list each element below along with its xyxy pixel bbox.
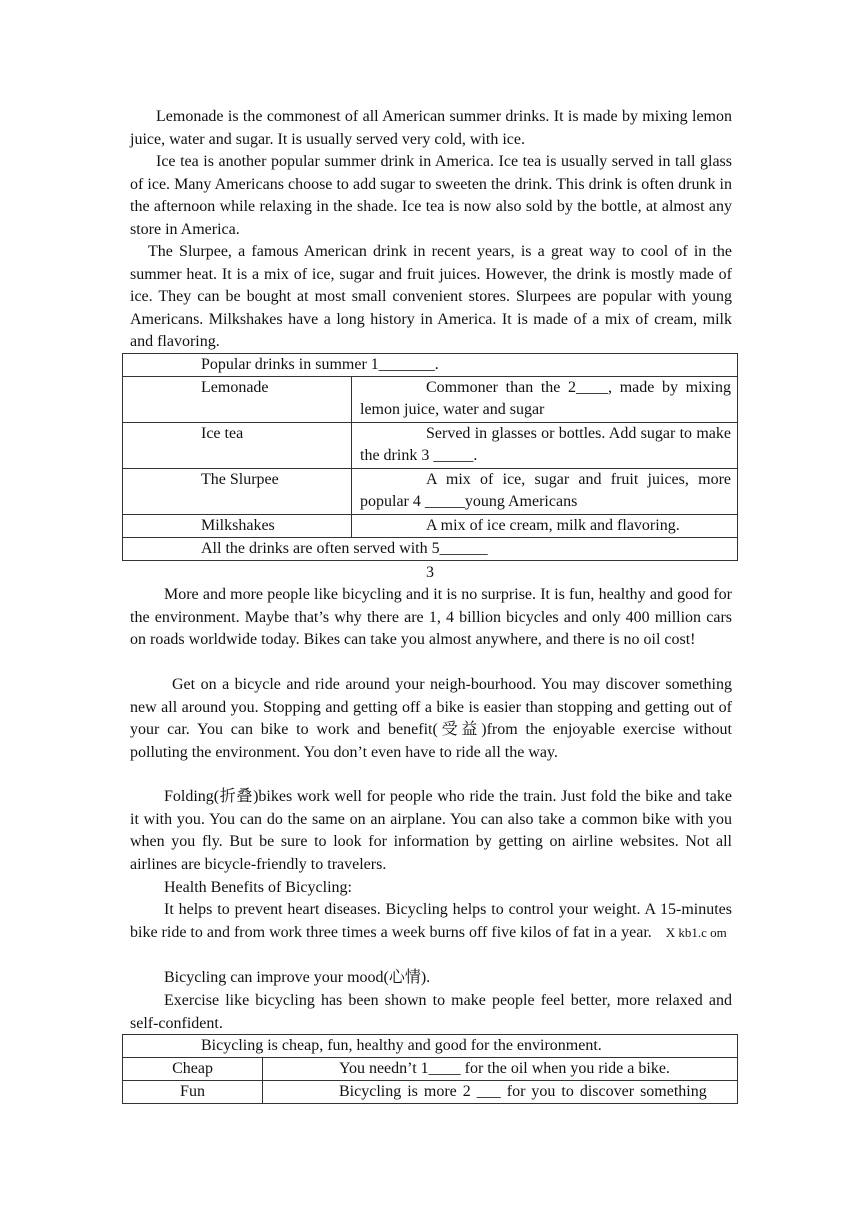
paragraph-lemonade: Lemonade is the commonest of all American summer drinks. It is made by mixing lemon juice, water and sugar. It is usually served very cold, with ice. xyxy=(130,108,732,148)
drink-name-cell: Milkshakes xyxy=(123,515,352,538)
section-number: 3 xyxy=(426,564,434,581)
table-header-cell: Bicycling is cheap, fun, healthy and good for the environment. xyxy=(123,1035,738,1058)
table-row xyxy=(123,469,738,515)
benefit-name-cell: Cheap xyxy=(123,1058,263,1081)
drink-desc-cell: Commoner than the 2____, made by mixing lemon juice, water and sugar xyxy=(352,377,738,423)
table-row xyxy=(123,1035,738,1058)
table-row xyxy=(123,515,738,538)
benefit-name-cell: Fun xyxy=(123,1081,263,1104)
table-row xyxy=(123,423,738,469)
health-heading: Health Benefits of Bicycling: xyxy=(164,879,352,896)
benefit-desc-cell: You needn’t 1____ for the oil when you ride a bike. xyxy=(263,1058,738,1081)
paragraph-bicycling-intro: More and more people like bicycling and it is no surprise. It is fun, healthy and good for the environment. Maybe that’s why there are 1, 4 billion bicycles and only 400 million cars on roads worldwide today. Bikes can take you almost anywhere, and there is no oil cost! xyxy=(130,586,732,648)
table-header-cell: Popular drinks in summer 1_______. xyxy=(123,354,738,377)
table-row xyxy=(123,377,738,423)
benefit-heart: It helps to prevent heart diseases. Bicycling helps to control your weight. A 15-minutes bike ride to and from work three times a week burns off five kilos of fat in a year. X kb1.c om xyxy=(130,901,732,941)
watermark-text: X kb1.c om xyxy=(665,924,727,940)
table-row xyxy=(123,1058,738,1081)
table-row xyxy=(123,354,738,377)
benefit-desc-cell: Bicycling is more 2 ___ for you to discover something xyxy=(263,1081,738,1104)
benefit-mood: Bicycling can improve your mood(心情). xyxy=(164,969,431,986)
table-row xyxy=(123,1081,738,1104)
paragraph-ice-tea: Ice tea is another popular summer drink in America. Ice tea is usually served in tall glass of ice. Many Americans choose to add sugar to sweeten the drink. This drink is often drunk in the afternoon while relaxing in the shade. Ice tea is now also sold by the bottle, at almost any store in America. xyxy=(130,153,732,238)
paragraph-folding-bikes: Folding(折叠)bikes work well for people who ride the train. Just fold the bike and take it with you. You can do the same on an airplane. You can also take a common bike with you when you fly. But be sure to look for information by getting on airline websites. Not all airlines are bicycle-friendly to travelers. xyxy=(130,788,732,873)
table-row xyxy=(123,538,738,561)
paragraph-slurpee: The Slurpee, a famous American drink in recent years, is a great way to cool of in the summer heat. It is a mix of ice, sugar and fruit juices. However, the drink is mostly made of ice. They can be bought at most small convenient stores. Slurpees are popular with young Americans. Milkshakes have a long history in America. It is made of a mix of cream, milk and flavoring. xyxy=(130,243,732,350)
drinks-table xyxy=(122,353,738,561)
paragraph-neighbourhood: Get on a bicycle and ride around your neigh-bourhood. You may discover something new all around you. Stopping and getting off a bike is easier than stopping and getting out of your car. You can bike to work and benefit(受益)from the enjoyable exercise without polluting the environment. You don’t even have to ride all the way. xyxy=(130,676,732,761)
drink-desc-cell: Served in glasses or bottles. Add sugar to make the drink 3 _____. xyxy=(352,423,738,469)
drink-desc-cell: A mix of ice cream, milk and flavoring. xyxy=(352,515,738,538)
drink-name-cell: Lemonade xyxy=(123,377,352,423)
drink-name-cell: The Slurpee xyxy=(123,469,352,515)
drink-name-cell: Ice tea xyxy=(123,423,352,469)
table-footer-cell: All the drinks are often served with 5______ xyxy=(123,538,738,561)
bicycling-table xyxy=(122,1034,738,1104)
drink-desc-cell: A mix of ice, sugar and fruit juices, more popular 4 _____young Americans xyxy=(352,469,738,515)
benefit-confidence: Exercise like bicycling has been shown to make people feel better, more relaxed and self-confident. xyxy=(130,992,732,1032)
